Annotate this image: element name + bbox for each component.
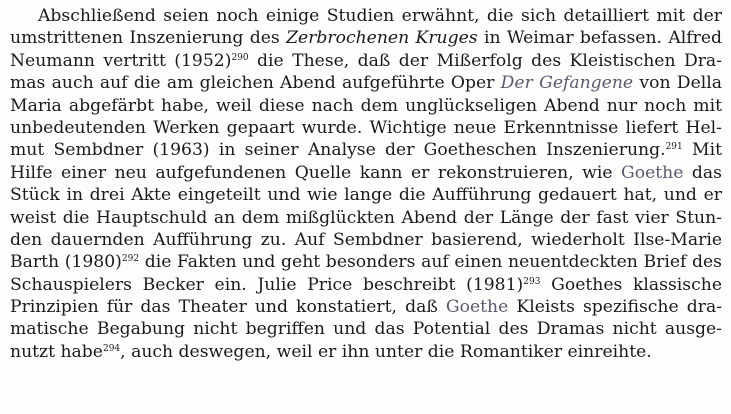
linked-name[interactable]: Goethe [621, 162, 684, 183]
text-run: Abschließend seien noch einige Studien erwähnt, die sich detailliert mit der [38, 6, 722, 26]
text-run: Schauspielers Becker ein. Julie Price beschreibt (1981) [10, 274, 524, 295]
text-run: Stück in drei Akte eingeteilt und wie lange die Aufführung gedauert hat, und er [10, 185, 722, 206]
text-run: Goethes klassische [540, 274, 722, 295]
text-run: Barth (1980) [10, 252, 122, 273]
text-line [10, 318, 722, 340]
text-line [10, 72, 722, 94]
text-line [10, 229, 722, 251]
text-line [10, 5, 722, 27]
text-line [10, 296, 722, 318]
text-line [10, 184, 722, 206]
footnote-marker: 292 [121, 254, 140, 265]
text-run: Maria abgefärbt habe, weil diese nach dem unglückseligen Abend nur noch mit [10, 95, 722, 116]
text-line [10, 162, 722, 184]
text-line [10, 95, 722, 117]
text-run: mut Sembdner (1963) in seiner Analyse der Goetheschen Inszenierung. [10, 140, 666, 161]
text-line [10, 139, 722, 161]
text-run: weist die Hauptschuld an dem mißglückten Abend der Länge der fast vier Stun- [10, 207, 722, 228]
footnote-marker: 291 [665, 142, 683, 153]
text-run: Neumann vertritt (1952) [10, 50, 232, 71]
text-line [10, 117, 722, 139]
text-run: Mit [682, 140, 722, 161]
italic-title: Zerbrochenen Kruges [286, 28, 478, 49]
italic-title[interactable]: Der Gefangene [500, 73, 634, 94]
text-run: unbedeutenden Werken gepaart wurde. Wichtige neue Erkenntnisse liefert Hel- [10, 117, 722, 138]
text-run: nutzt habe [10, 341, 103, 362]
text-run: Kleists spezifische dra- [508, 297, 723, 318]
text-line [10, 27, 722, 49]
body-paragraph [10, 5, 722, 363]
text-run: , auch deswegen, weil er ihn unter die Romantiker einreihte. [120, 341, 652, 362]
text-run: die These, daß der Mißerfolg des Kleistischen Dra- [248, 50, 722, 71]
text-line [10, 274, 722, 296]
text-run: die Fakten und geht besonders auf einen neuentdeckten Brief des [139, 252, 723, 273]
text-run: matische Begabung nicht begriffen und das Potential des Dramas nicht ausge- [10, 319, 722, 340]
text-run: mas auch auf die am gleichen Abend aufgeführte Oper [10, 73, 501, 94]
text-run: den dauernden Aufführung zu. Auf Sembdner basierend, wiederholt Ilse-Marie [10, 229, 722, 250]
text-run: von Della [633, 73, 722, 94]
text-line [10, 341, 722, 363]
text-run: Prinzipien für das Theater und konstatiert, daß [10, 297, 446, 318]
text-line [10, 50, 722, 72]
text-line [10, 207, 722, 229]
footnote-marker: 294 [102, 343, 121, 354]
footnote-marker: 293 [523, 276, 541, 287]
text-line [10, 251, 722, 273]
linked-name[interactable]: Goethe [445, 297, 509, 318]
text-run: das [683, 162, 722, 183]
text-run: umstrittenen Inszenierung des [10, 28, 287, 49]
text-run: Hilfe einer neu aufgefundenen Quelle kann er rekonstruieren, wie [10, 162, 622, 183]
footnote-marker: 290 [231, 52, 249, 63]
text-run: in Weimar befassen. Alfred [477, 28, 722, 49]
